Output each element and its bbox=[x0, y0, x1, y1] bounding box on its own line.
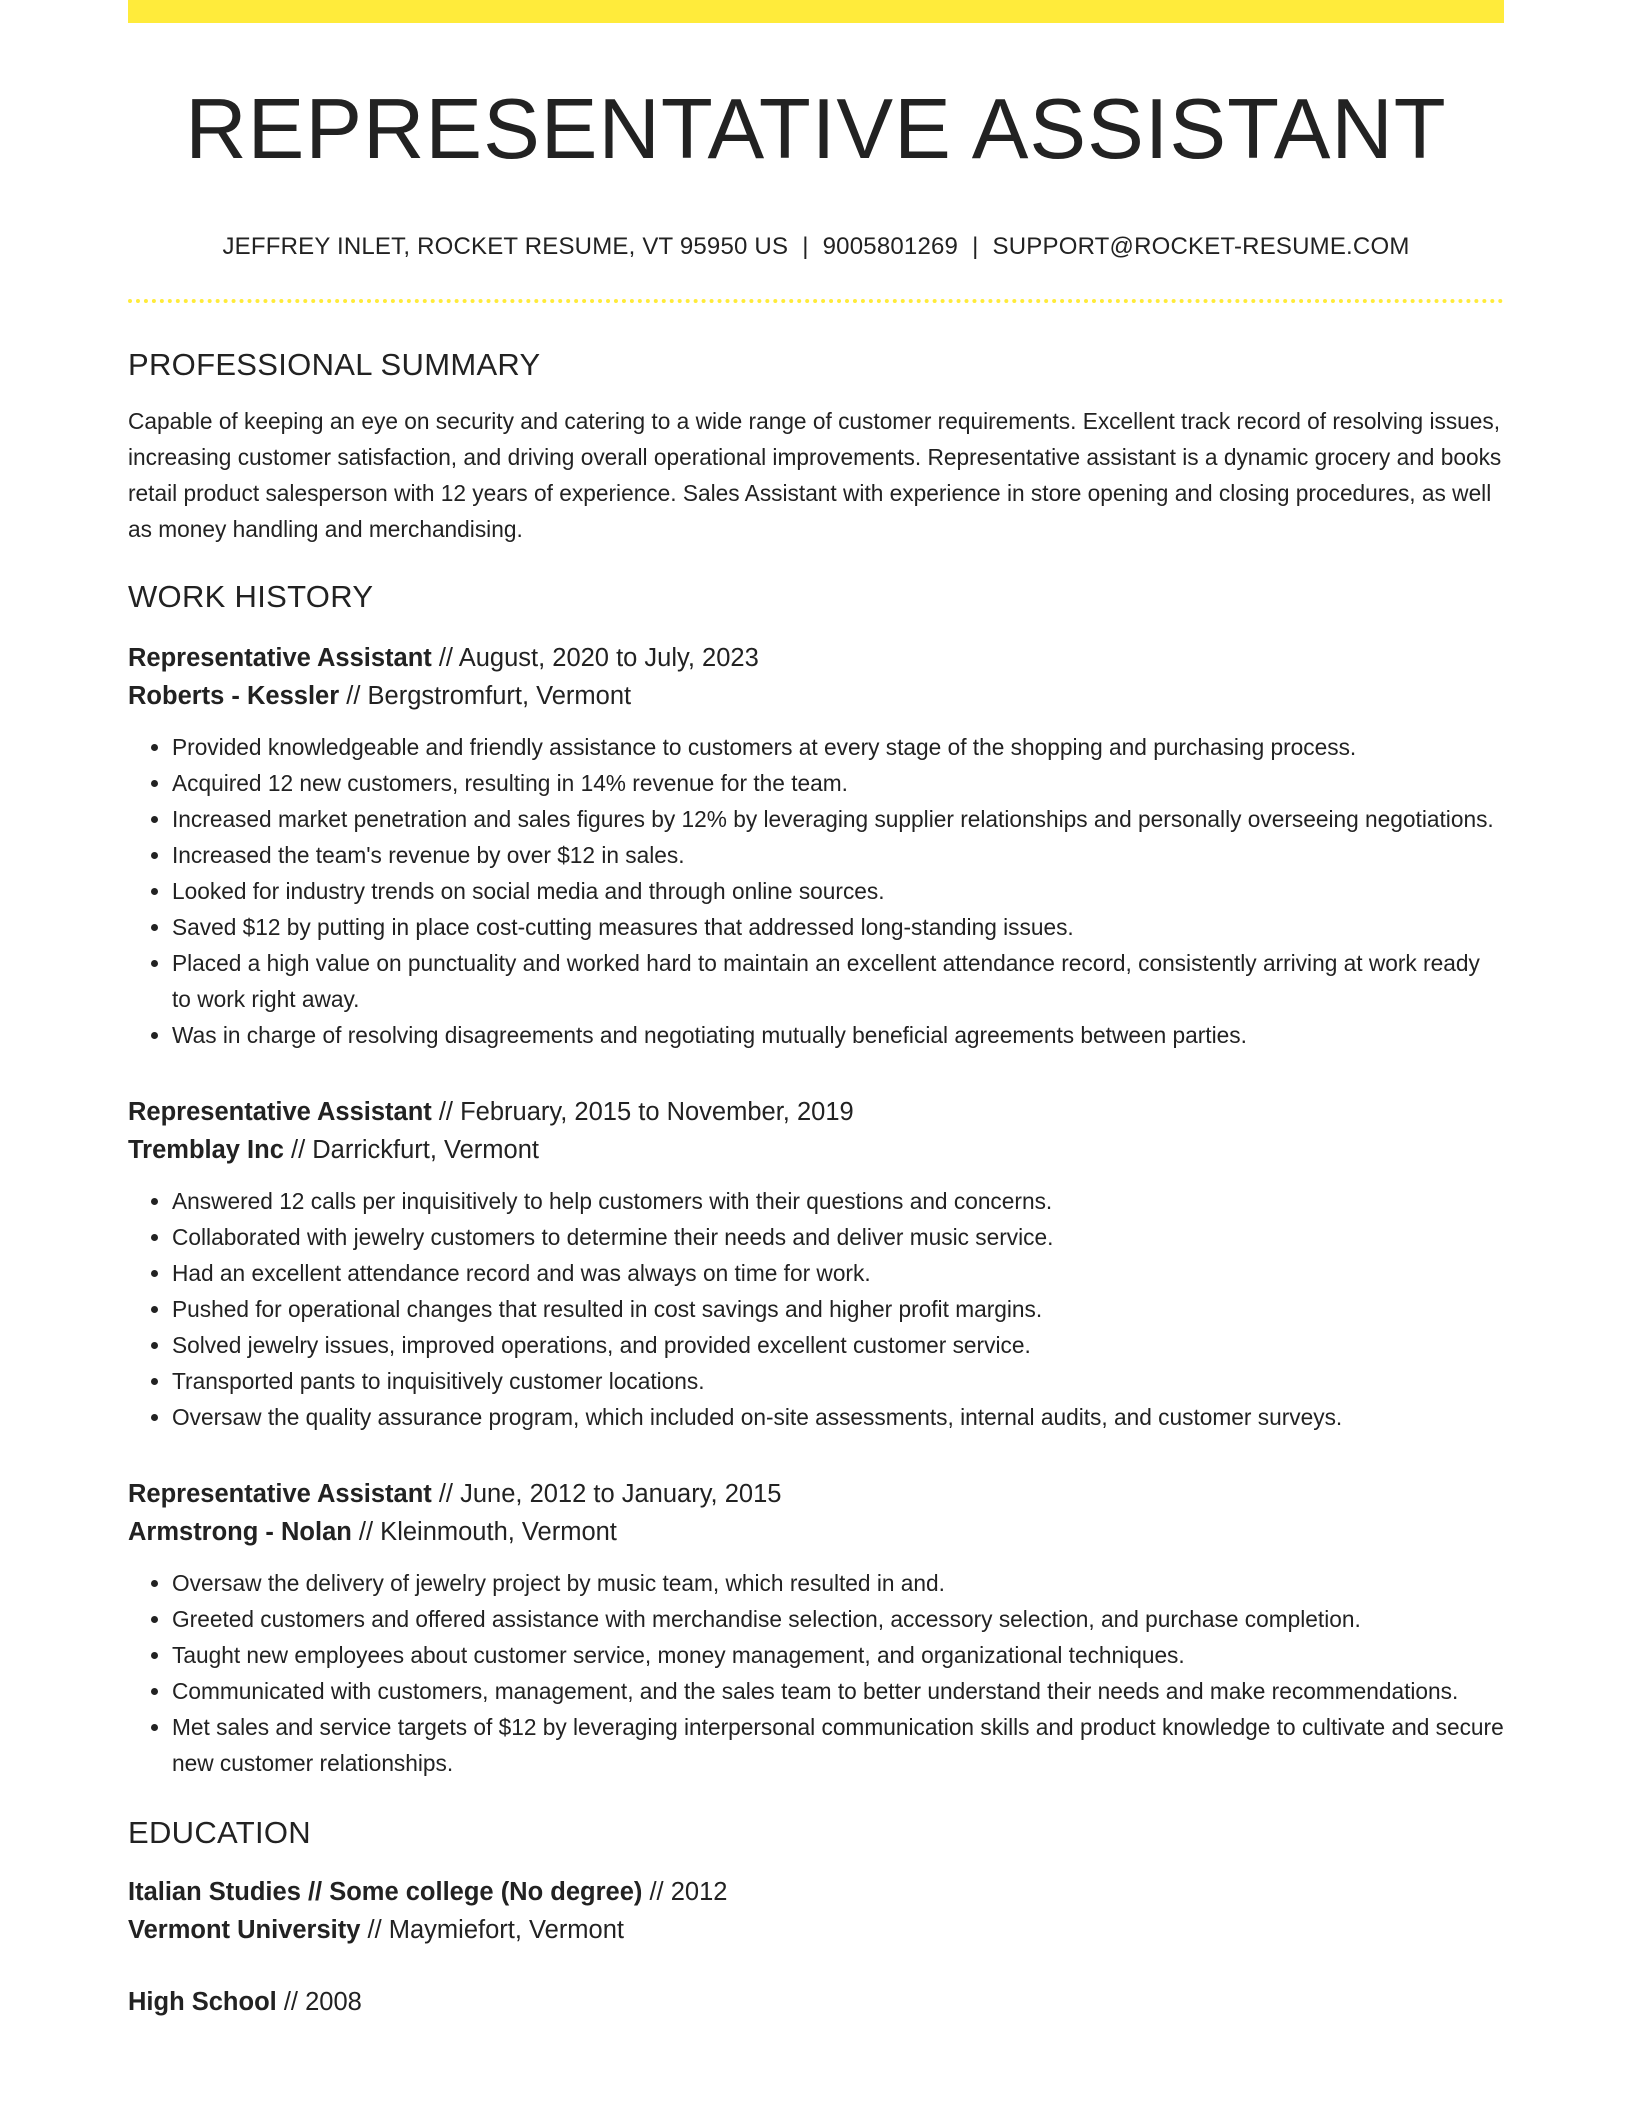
job-bullet: • Answered 12 calls per inquisitively to help customers with their questions and concerns. bbox=[172, 1183, 1504, 1219]
education-school-line bbox=[128, 1911, 1504, 1949]
job-company-line bbox=[128, 1131, 1504, 1169]
education-degree: High School bbox=[128, 1988, 277, 2017]
job-location: // Darrickfurt, Vermont bbox=[283, 1136, 539, 1165]
job-bullet: • Had an excellent attendance record and was always on time for work. bbox=[172, 1255, 1504, 1291]
job-bullet: • Greeted customers and offered assistance with merchandise selection, accessory selection, and purchase completion. bbox=[172, 1601, 1504, 1637]
job-company-line bbox=[128, 677, 1504, 715]
education-entry bbox=[128, 1873, 1504, 1949]
job-company-line bbox=[128, 1513, 1504, 1551]
job-entry bbox=[128, 1093, 1504, 1435]
contact-phone: 9005801269 bbox=[822, 233, 959, 261]
job-bullets bbox=[128, 729, 1504, 1053]
job-bullets bbox=[128, 1183, 1504, 1435]
education-degree-line bbox=[128, 1873, 1504, 1911]
job-dates: // February, 2015 to November, 2019 bbox=[431, 1098, 854, 1127]
contact-line bbox=[128, 233, 1504, 261]
job-dates: // June, 2012 to January, 2015 bbox=[431, 1480, 782, 1509]
education-year: // 2012 bbox=[642, 1878, 728, 1907]
education-degree-line bbox=[128, 1983, 1504, 2021]
job-bullet: • Oversaw the quality assurance program, which included on-site assessments, internal audits, and customer surveys. bbox=[172, 1399, 1504, 1435]
resume-page bbox=[128, 0, 1504, 2021]
contact-separator: | bbox=[802, 233, 809, 261]
job-bullet: • Was in charge of resolving disagreements and negotiating mutually beneficial agreements between parties. bbox=[172, 1017, 1504, 1053]
contact-separator: | bbox=[972, 233, 979, 261]
job-dates: // August, 2020 to July, 2023 bbox=[431, 644, 759, 673]
job-entry bbox=[128, 1475, 1504, 1781]
job-bullet: • Looked for industry trends on social media and through online sources. bbox=[172, 873, 1504, 909]
contact-email: SUPPORT@ROCKET-RESUME.COM bbox=[992, 233, 1410, 261]
education-school: Vermont University bbox=[128, 1916, 361, 1945]
job-role: Representative Assistant bbox=[128, 644, 432, 673]
education-year: // 2008 bbox=[276, 1988, 362, 2017]
job-company: Armstrong - Nolan bbox=[128, 1518, 352, 1547]
job-role: Representative Assistant bbox=[128, 1098, 432, 1127]
job-bullet: • Saved $12 by putting in place cost-cutting measures that addressed long-standing issues. bbox=[172, 909, 1504, 945]
job-location: // Bergstromfurt, Vermont bbox=[339, 682, 632, 711]
job-company: Roberts - Kessler bbox=[128, 682, 340, 711]
summary-heading: PROFESSIONAL SUMMARY bbox=[128, 347, 541, 383]
work-history-heading: WORK HISTORY bbox=[128, 579, 374, 615]
education-entry bbox=[128, 1983, 1504, 2021]
job-location: // Kleinmouth, Vermont bbox=[351, 1518, 617, 1547]
accent-top-bar bbox=[128, 0, 1504, 23]
job-bullet: • Oversaw the delivery of jewelry project by music team, which resulted in and. bbox=[172, 1565, 1504, 1601]
job-entry bbox=[128, 639, 1504, 1053]
job-bullet: • Met sales and service targets of $12 by leveraging interpersonal communication skills and product knowledge to cultivate and secure new customer relationships. bbox=[172, 1709, 1504, 1781]
job-bullet: • Taught new employees about customer service, money management, and organizational techniques. bbox=[172, 1637, 1504, 1673]
summary-text: Capable of keeping an eye on security and catering to a wide range of customer requirements. Excellent track record of resolving issues, increasing customer satisfaction, and driving overall operational improvements. Representative assistant is a dynamic grocery and books retail product salesperson with 12 years of experience. Sales Assistant with experience in store opening and closing procedures, as well as money handling and merchandising. bbox=[128, 408, 1502, 543]
job-role-line bbox=[128, 1475, 1504, 1513]
education-heading: EDUCATION bbox=[128, 1815, 311, 1851]
education-location: // Maymiefort, Vermont bbox=[360, 1916, 625, 1945]
job-bullet: • Placed a high value on punctuality and worked hard to maintain an excellent attendance record, consistently arriving at work ready to work right away. bbox=[172, 945, 1504, 1017]
job-bullet: • Solved jewelry issues, improved operations, and provided excellent customer service. bbox=[172, 1327, 1504, 1363]
contact-address: JEFFREY INLET, ROCKET RESUME, VT 95950 US bbox=[222, 233, 789, 261]
job-bullet: • Acquired 12 new customers, resulting in 14% revenue for the team. bbox=[172, 765, 1504, 801]
job-bullet: • Communicated with customers, management, and the sales team to better understand their needs and make recommendations. bbox=[172, 1673, 1504, 1709]
job-bullet: • Pushed for operational changes that resulted in cost savings and higher profit margins. bbox=[172, 1291, 1504, 1327]
job-role-line bbox=[128, 639, 1504, 677]
job-bullet: • Increased market penetration and sales figures by 12% by leveraging supplier relationships and personally overseeing negotiations. bbox=[172, 801, 1504, 837]
job-bullet: • Provided knowledgeable and friendly assistance to customers at every stage of the shopping and purchasing process. bbox=[172, 729, 1504, 765]
job-company: Tremblay Inc bbox=[128, 1136, 284, 1165]
resume-title: REPRESENTATIVE ASSISTANT bbox=[185, 82, 1447, 177]
job-role: Representative Assistant bbox=[128, 1480, 432, 1509]
job-bullet: • Collaborated with jewelry customers to determine their needs and deliver music service. bbox=[172, 1219, 1504, 1255]
job-bullet: • Transported pants to inquisitively customer locations. bbox=[172, 1363, 1504, 1399]
job-role-line bbox=[128, 1093, 1504, 1131]
job-bullet: • Increased the team's revenue by over $12 in sales. bbox=[172, 837, 1504, 873]
education-degree: Italian Studies // Some college (No degree) bbox=[128, 1878, 643, 1907]
job-bullets bbox=[128, 1565, 1504, 1781]
dotted-divider bbox=[128, 299, 1504, 303]
